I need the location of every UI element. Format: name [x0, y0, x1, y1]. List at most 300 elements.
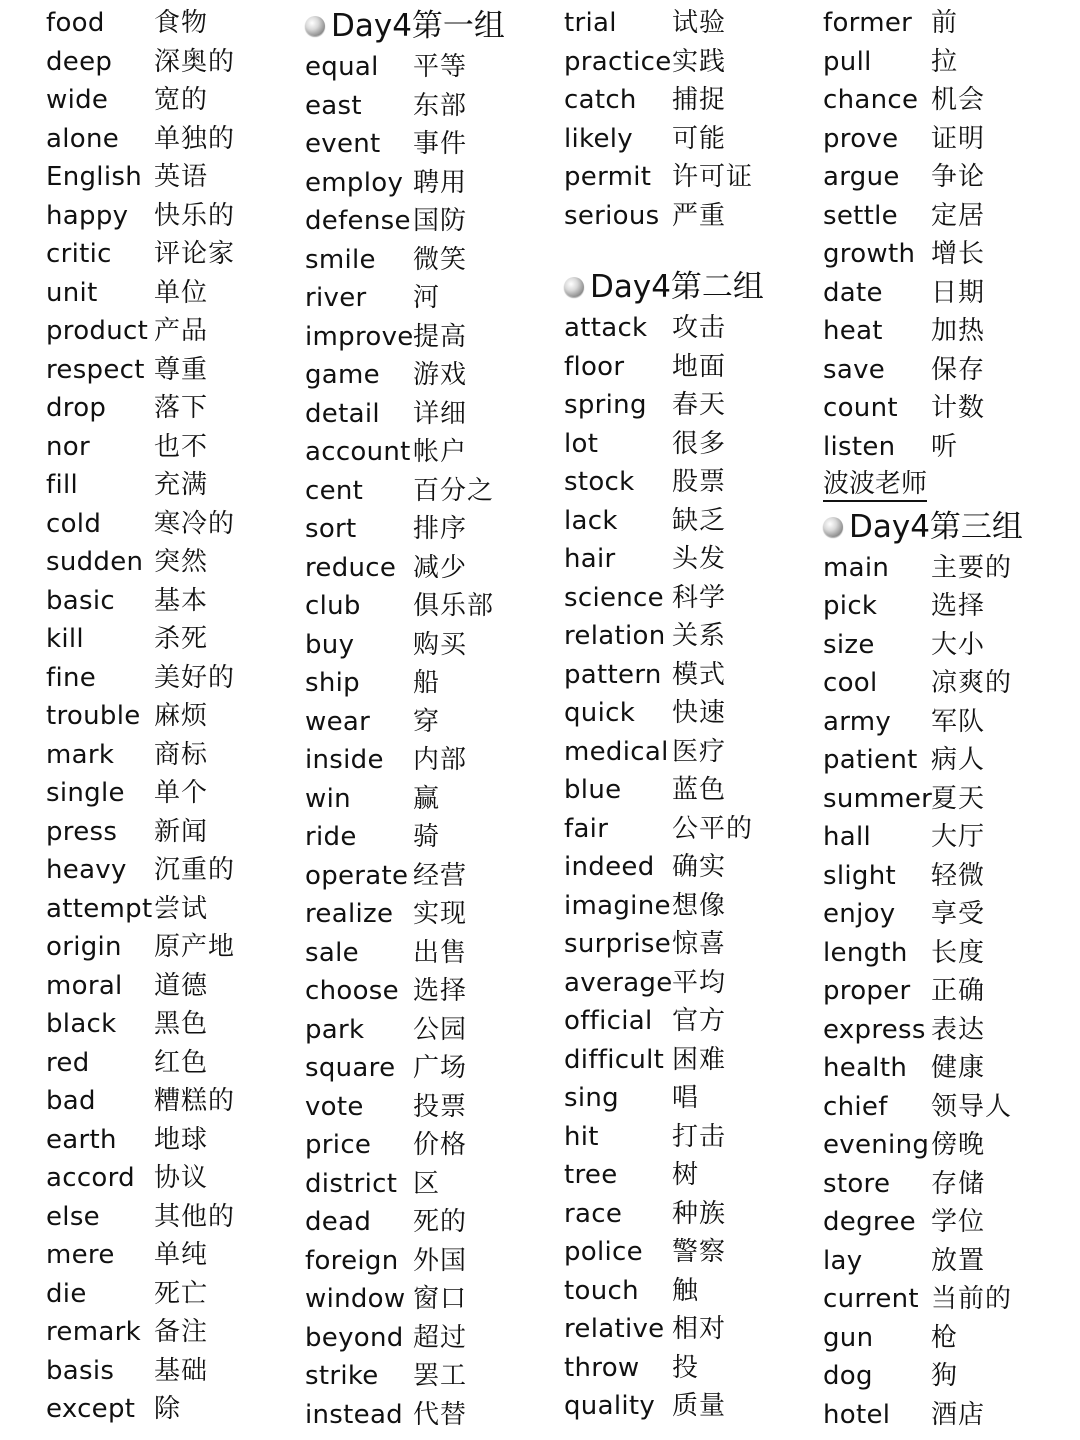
chinese-meaning: 种族: [672, 1198, 727, 1229]
english-word: drop: [46, 393, 107, 423]
chinese-meaning: 充满: [154, 470, 209, 500]
english-word: lack: [564, 505, 618, 536]
english-word: smile: [305, 244, 376, 275]
chinese-meaning: 地球: [154, 1124, 209, 1155]
chinese-meaning: 死亡: [154, 1278, 209, 1309]
chinese-meaning: 加热: [931, 316, 986, 346]
english-word: throw: [564, 1352, 640, 1383]
group-heading-text: Day4第三组: [849, 508, 1023, 545]
chinese-meaning: 聘用: [413, 167, 468, 198]
english-word: respect: [46, 354, 145, 385]
vocab-entry: [823, 43, 1073, 82]
english-word: employ: [305, 167, 404, 198]
english-word: single: [46, 778, 125, 808]
vocab-entry: [46, 736, 296, 775]
chinese-meaning: 确实: [672, 852, 727, 882]
english-word: operate: [305, 860, 409, 891]
english-word: black: [46, 1009, 117, 1039]
chinese-meaning: 选择: [413, 976, 468, 1006]
vocab-entry: [823, 1280, 1073, 1319]
chinese-meaning: 产品: [154, 316, 209, 346]
chinese-meaning: 减少: [413, 552, 468, 583]
english-word: vote: [305, 1091, 364, 1122]
chinese-meaning: 机会: [931, 85, 986, 115]
english-word: price: [305, 1130, 372, 1160]
chinese-meaning: 科学: [672, 582, 727, 613]
vocab-entry: [564, 733, 814, 772]
chinese-meaning: 相对: [672, 1314, 727, 1344]
chinese-meaning: 地面: [672, 351, 727, 382]
english-word: former: [823, 8, 913, 38]
chinese-meaning: 落下: [154, 393, 209, 423]
chinese-meaning: 夏天: [931, 783, 986, 814]
english-word: store: [823, 1168, 891, 1199]
chinese-meaning: 其他的: [154, 1201, 236, 1232]
english-word: indeed: [564, 852, 655, 882]
vocab-entry: [823, 703, 1073, 742]
vocab-entry: [564, 887, 814, 926]
chinese-meaning: 赢: [413, 783, 441, 814]
vocab-entry: [46, 1313, 296, 1352]
english-word: chance: [823, 85, 919, 115]
chinese-meaning: 快速: [672, 698, 727, 728]
chinese-meaning: 麻烦: [154, 701, 209, 731]
chinese-meaning: 详细: [413, 398, 468, 429]
vocab-entry: [564, 1156, 814, 1195]
vocab-entry: [46, 428, 296, 467]
chinese-meaning: 原产地: [154, 932, 236, 962]
english-word: pattern: [564, 659, 662, 690]
chinese-meaning: 攻击: [672, 313, 727, 343]
chinese-meaning: 主要的: [931, 552, 1013, 583]
chinese-meaning: 快乐的: [154, 200, 236, 231]
english-word: wear: [305, 706, 371, 737]
chinese-meaning: 商标: [154, 739, 209, 770]
english-word: average: [564, 967, 673, 998]
chinese-meaning: 红色: [154, 1047, 209, 1078]
vocab-entry: [564, 158, 814, 197]
vocab-entry: [305, 395, 555, 434]
english-word: remark: [46, 1317, 141, 1347]
english-word: save: [823, 354, 886, 385]
vocab-entry: [46, 1005, 296, 1044]
chinese-meaning: 官方: [672, 1006, 727, 1036]
vocab-entry: [823, 934, 1073, 973]
vocab-entry: [305, 703, 555, 742]
chinese-meaning: 表达: [931, 1014, 986, 1045]
english-word: size: [823, 629, 875, 660]
vocab-entry: [823, 895, 1073, 934]
chinese-meaning: 头发: [672, 544, 727, 574]
chinese-meaning: 许可证: [672, 162, 754, 192]
english-word: foreign: [305, 1245, 399, 1276]
vocab-entry: [823, 1165, 1073, 1204]
vocab-entry: [305, 164, 555, 203]
chinese-meaning: 酒店: [931, 1399, 986, 1430]
vocab-entry: [305, 433, 555, 472]
chinese-meaning: 投: [672, 1352, 700, 1383]
chinese-meaning: 沉重的: [154, 855, 236, 885]
english-word: wide: [46, 85, 109, 115]
english-word: club: [305, 591, 361, 621]
english-word: main: [823, 552, 890, 583]
vocab-entry: [823, 1011, 1073, 1050]
vocab-entry: [564, 848, 814, 887]
vocab-entry: [564, 1272, 814, 1311]
chinese-meaning: 轻微: [931, 860, 986, 891]
english-word: else: [46, 1201, 100, 1232]
chinese-meaning: 领导人: [931, 1091, 1013, 1122]
english-word: degree: [823, 1207, 916, 1237]
chinese-meaning: 增长: [931, 239, 986, 269]
vocab-entry: [305, 1357, 555, 1396]
chinese-meaning: 质量: [672, 1391, 727, 1421]
vocab-entry: [305, 87, 555, 126]
vocab-entry: [823, 274, 1073, 313]
chinese-meaning: 提高: [413, 321, 468, 352]
vocab-column-4: [823, 4, 1073, 1434]
vocab-entry: [46, 1352, 296, 1391]
chinese-meaning: 树: [672, 1160, 700, 1190]
chinese-meaning: 外国: [413, 1245, 468, 1276]
english-word: attack: [564, 313, 648, 343]
vocab-entry: [46, 312, 296, 351]
vocab-entry: [305, 1011, 555, 1050]
vocab-entry: [46, 543, 296, 582]
english-word: earth: [46, 1124, 117, 1155]
chinese-meaning: 听: [931, 431, 959, 462]
chinese-meaning: 可能: [672, 123, 727, 154]
chinese-meaning: 深奥的: [154, 46, 236, 77]
english-word: hotel: [823, 1399, 891, 1430]
english-word: police: [564, 1237, 643, 1267]
english-word: listen: [823, 431, 896, 462]
chinese-meaning: 想像: [672, 890, 727, 921]
vocab-entry: [46, 582, 296, 621]
english-word: critic: [46, 239, 112, 269]
vocab-entry: [564, 1195, 814, 1234]
vocab-entry: [564, 120, 814, 159]
vocab-entry: [823, 626, 1073, 665]
vocab-entry: [564, 810, 814, 849]
english-word: cold: [46, 508, 102, 539]
vocab-entry: [823, 1396, 1073, 1435]
chinese-meaning: 经营: [413, 860, 468, 891]
english-word: district: [305, 1168, 398, 1199]
group-heading-text: Day4第一组: [331, 8, 505, 44]
teacher-note-text: 波波老师: [823, 469, 927, 502]
english-word: spring: [564, 390, 647, 420]
vocab-entry: [46, 120, 296, 159]
english-word: except: [46, 1394, 136, 1424]
english-word: imagine: [564, 890, 671, 921]
chinese-meaning: 枪: [931, 1322, 959, 1353]
vocab-entry: [46, 890, 296, 929]
vocab-entry: [564, 4, 814, 43]
vocab-entry: [564, 386, 814, 425]
chinese-meaning: 平均: [672, 967, 727, 998]
chinese-meaning: 定居: [931, 200, 986, 231]
vocab-entry: [305, 857, 555, 896]
english-word: unit: [46, 277, 98, 308]
english-word: game: [305, 360, 380, 390]
chinese-meaning: 放置: [931, 1245, 986, 1276]
vocab-entry: [305, 934, 555, 973]
english-word: patient: [823, 745, 918, 775]
english-word: instead: [305, 1399, 403, 1430]
chinese-meaning: 尊重: [154, 354, 209, 385]
chinese-meaning: 骑: [413, 822, 441, 852]
chinese-meaning: 惊喜: [672, 929, 727, 959]
vocab-entry: [46, 851, 296, 890]
chinese-meaning: 杀死: [154, 624, 209, 654]
vocab-entry: [305, 472, 555, 511]
chinese-meaning: 英语: [154, 162, 209, 192]
vocab-entry: [823, 1049, 1073, 1088]
english-word: park: [305, 1014, 365, 1045]
vocab-entry: [823, 158, 1073, 197]
chinese-meaning: 学位: [931, 1207, 986, 1237]
english-word: buy: [305, 629, 355, 660]
vocab-entry: [823, 81, 1073, 120]
vocab-entry: [46, 967, 296, 1006]
vocab-entry: [823, 1203, 1073, 1242]
english-word: summer: [823, 783, 933, 814]
english-word: touch: [564, 1275, 639, 1306]
english-word: inside: [305, 745, 384, 775]
chinese-meaning: 河: [413, 283, 441, 313]
english-word: prove: [823, 123, 899, 154]
vocab-entry: [305, 1165, 555, 1204]
english-word: fill: [46, 470, 79, 500]
chinese-meaning: 保存: [931, 354, 986, 385]
vocab-entry: [305, 241, 555, 280]
english-word: die: [46, 1278, 87, 1309]
vocab-entry: [46, 697, 296, 736]
chinese-meaning: 触: [672, 1275, 700, 1306]
vocab-entry: [305, 510, 555, 549]
vocab-entry: [305, 1242, 555, 1281]
vocab-column-2: [305, 4, 555, 1434]
english-word: stock: [564, 467, 635, 497]
english-word: surprise: [564, 929, 672, 959]
english-word: slight: [823, 860, 896, 891]
english-word: bad: [46, 1086, 96, 1116]
english-word: happy: [46, 200, 129, 231]
vocab-entry: [823, 549, 1073, 588]
chinese-meaning: 事件: [413, 129, 468, 159]
english-word: science: [564, 582, 664, 613]
chinese-meaning: 突然: [154, 547, 209, 577]
chinese-meaning: 黑色: [154, 1009, 209, 1039]
vocab-entry: [46, 351, 296, 390]
chinese-meaning: 帐户: [413, 437, 468, 467]
chinese-meaning: 凉爽的: [931, 668, 1013, 698]
vocab-entry: [46, 659, 296, 698]
vocab-entry: [823, 587, 1073, 626]
vocab-entry: [823, 197, 1073, 236]
english-word: pick: [823, 591, 878, 621]
english-word: likely: [564, 123, 633, 154]
english-word: product: [46, 316, 149, 346]
vocab-entry: [46, 774, 296, 813]
english-word: official: [564, 1006, 653, 1036]
vocab-entry: [305, 549, 555, 588]
vocab-entry: [46, 389, 296, 428]
english-word: river: [305, 283, 367, 313]
vocab-entry: [564, 771, 814, 810]
english-word: square: [305, 1053, 396, 1083]
english-word: accord: [46, 1163, 135, 1193]
english-word: basis: [46, 1355, 115, 1386]
english-word: trouble: [46, 701, 141, 731]
english-word: gun: [823, 1322, 874, 1353]
chinese-meaning: 大小: [931, 629, 986, 660]
vocab-entry: [564, 425, 814, 464]
english-word: trial: [564, 8, 617, 38]
vocab-entry: [46, 1236, 296, 1275]
vocab-entry: [564, 579, 814, 618]
vocab-entry: [46, 505, 296, 544]
vocab-entry: [305, 1319, 555, 1358]
vocab-entry: [46, 466, 296, 505]
chinese-meaning: 单独的: [154, 123, 236, 154]
chinese-meaning: 医疗: [672, 736, 727, 767]
chinese-meaning: 正确: [931, 976, 986, 1006]
vocab-entry: [823, 389, 1073, 428]
chinese-meaning: 船: [413, 668, 441, 698]
vocab-entry: [823, 972, 1073, 1011]
chinese-meaning: 试验: [672, 8, 727, 38]
vocab-entry: [46, 81, 296, 120]
vocab-entry: [823, 120, 1073, 159]
vocab-entry: [46, 235, 296, 274]
english-word: east: [305, 90, 362, 121]
vocab-entry: [823, 1088, 1073, 1127]
vocab-entry: [823, 857, 1073, 896]
chinese-meaning: 单位: [154, 277, 209, 308]
english-word: red: [46, 1047, 90, 1078]
english-word: detail: [305, 398, 380, 429]
english-word: catch: [564, 85, 637, 115]
vocab-entry: [46, 813, 296, 852]
english-word: tree: [564, 1160, 618, 1190]
vocab-entry: [305, 1049, 555, 1088]
vocab-entry: [305, 1126, 555, 1165]
chinese-meaning: 窗口: [413, 1284, 468, 1314]
english-word: chief: [823, 1091, 888, 1122]
vocab-entry: [46, 620, 296, 659]
english-word: ride: [305, 822, 357, 852]
english-word: alone: [46, 123, 120, 154]
english-word: growth: [823, 239, 916, 269]
vocab-entry: [46, 274, 296, 313]
vocab-entry: [305, 202, 555, 241]
english-word: argue: [823, 162, 900, 192]
chinese-meaning: 军队: [931, 706, 986, 737]
vocab-entry: [823, 664, 1073, 703]
chinese-meaning: 公园: [413, 1014, 468, 1045]
english-word: beyond: [305, 1322, 404, 1353]
english-word: date: [823, 277, 883, 308]
vocab-entry: [46, 1082, 296, 1121]
vocab-entry: [564, 1387, 814, 1426]
chinese-meaning: 协议: [154, 1163, 209, 1193]
vocab-entry: [564, 925, 814, 964]
english-word: event: [305, 129, 381, 159]
vocab-column-3: [564, 4, 814, 1426]
chinese-meaning: 当前的: [931, 1284, 1013, 1314]
vocab-entry: [46, 1198, 296, 1237]
chinese-meaning: 平等: [413, 52, 468, 82]
vocab-entry: [823, 312, 1073, 351]
chinese-meaning: 拉: [931, 46, 959, 77]
vocab-entry: [823, 4, 1073, 43]
vocab-entry: [305, 818, 555, 857]
english-word: pull: [823, 46, 872, 77]
chinese-meaning: 健康: [931, 1053, 986, 1083]
vocab-entry: [564, 1310, 814, 1349]
teacher-note: [823, 466, 1073, 505]
english-word: improve: [305, 321, 414, 352]
english-word: race: [564, 1198, 623, 1229]
chinese-meaning: 宽的: [154, 85, 209, 115]
vocab-entry: [564, 1079, 814, 1118]
chinese-meaning: 前: [931, 8, 959, 38]
chinese-meaning: 日期: [931, 277, 986, 308]
chinese-meaning: 打击: [672, 1121, 727, 1152]
chinese-meaning: 也不: [154, 431, 209, 462]
english-word: dog: [823, 1361, 873, 1391]
english-word: strike: [305, 1361, 379, 1391]
chinese-meaning: 糟糕的: [154, 1086, 236, 1116]
chinese-meaning: 傍晚: [931, 1130, 986, 1160]
vocab-entry: [305, 972, 555, 1011]
vocab-entry: [46, 1275, 296, 1314]
english-word: fine: [46, 662, 97, 693]
english-word: heat: [823, 316, 883, 346]
english-word: evening: [823, 1130, 930, 1160]
chinese-meaning: 购买: [413, 629, 468, 660]
vocab-entry: [46, 158, 296, 197]
english-word: reduce: [305, 552, 397, 583]
english-word: English: [46, 162, 142, 192]
vocab-entry: [823, 741, 1073, 780]
vocab-entry: [823, 235, 1073, 274]
english-word: realize: [305, 899, 394, 929]
english-word: settle: [823, 200, 898, 231]
chinese-meaning: 排序: [413, 514, 468, 544]
chinese-meaning: 唱: [672, 1083, 700, 1113]
chinese-meaning: 死的: [413, 1207, 468, 1237]
vocab-entry: [305, 1396, 555, 1435]
english-word: mark: [46, 739, 115, 770]
bullet-icon: [564, 277, 584, 297]
english-word: blue: [564, 775, 622, 805]
chinese-meaning: 罢工: [413, 1361, 468, 1391]
vocab-entry: [305, 1088, 555, 1127]
vocab-entry: [305, 318, 555, 357]
english-word: attempt: [46, 893, 153, 924]
vocab-entry: [564, 309, 814, 348]
chinese-meaning: 实现: [413, 899, 468, 929]
vocab-entry: [564, 656, 814, 695]
bullet-icon: [823, 517, 843, 537]
chinese-meaning: 单纯: [154, 1240, 209, 1270]
vocab-entry: [564, 617, 814, 656]
english-word: cool: [823, 668, 878, 698]
english-word: relation: [564, 621, 666, 651]
